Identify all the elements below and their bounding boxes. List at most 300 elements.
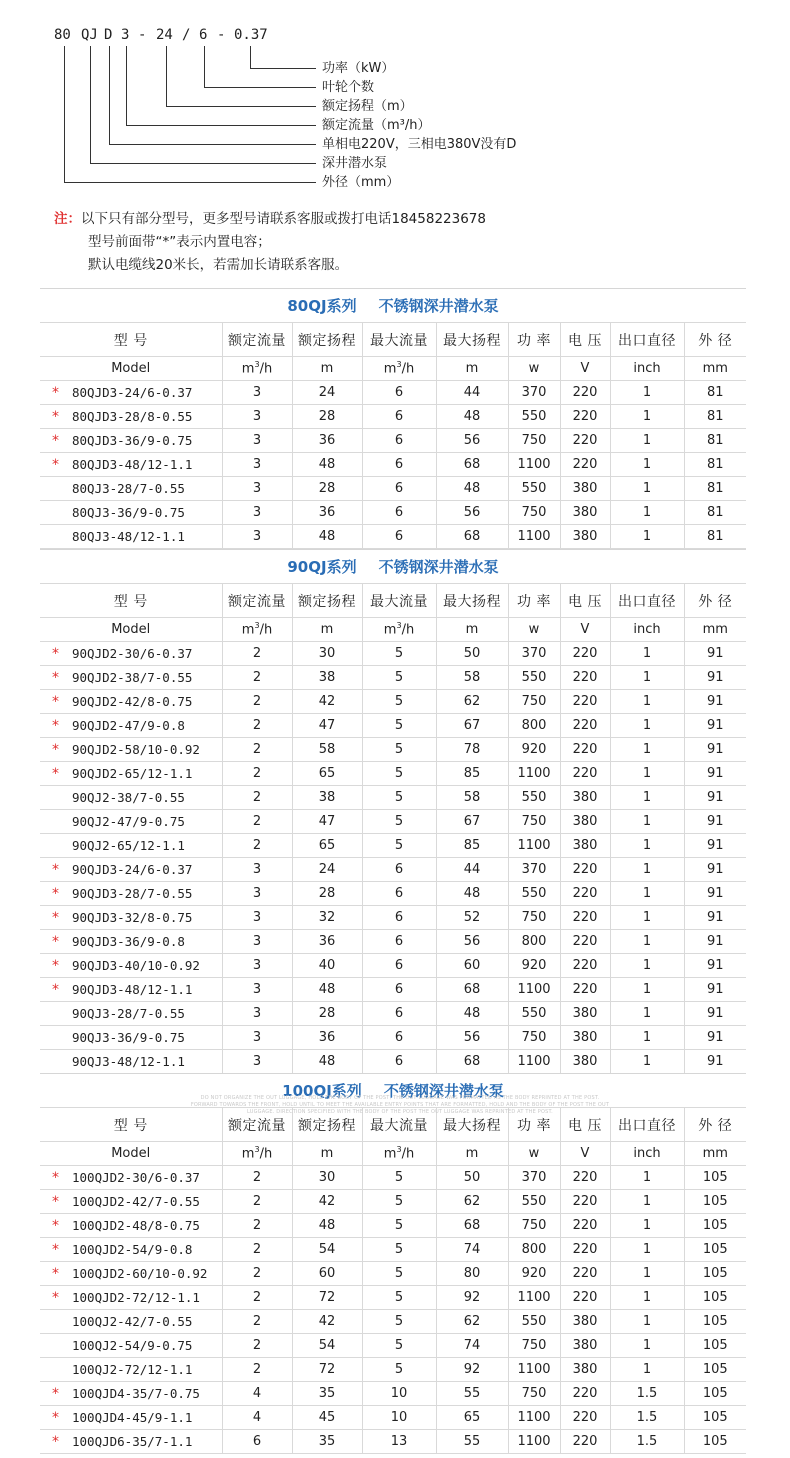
head-cell: 32 [292,906,362,930]
max-head-cell: 68 [436,453,508,477]
flow-cell: 4 [222,1382,292,1406]
model-text: 90QJ3-28/7-0.55 [72,1006,185,1021]
model-cell [40,1382,222,1406]
voltage-cell: 220 [560,381,610,405]
outlet-cell: 1.5 [610,1406,684,1430]
power-cell: 1100 [508,1406,560,1430]
model-cell [40,1026,222,1050]
max-head-cell: 56 [436,501,508,525]
unit-cell: mm [684,1142,746,1166]
diameter-cell: 91 [684,810,746,834]
model-cell [40,1002,222,1026]
flow-cell: 2 [222,1262,292,1286]
leader-phase-v [109,46,110,144]
flow-cell: 3 [222,882,292,906]
outlet-cell: 1 [610,834,684,858]
voltage-cell: 220 [560,954,610,978]
voltage-cell: 220 [560,1166,610,1190]
table-row [40,1406,746,1430]
diameter-cell: 105 [684,1310,746,1334]
power-cell: 550 [508,1310,560,1334]
outlet-cell: 1 [610,882,684,906]
diameter-cell: 105 [684,1430,746,1454]
max-flow-cell: 6 [362,930,436,954]
flow-cell: 3 [222,954,292,978]
diameter-cell: 105 [684,1238,746,1262]
table-row [40,1026,746,1050]
series-title-code: 100QJ系列 [282,1082,362,1100]
leader-phase-h [109,144,316,145]
table-row [40,690,746,714]
table-row [40,525,746,549]
table-row [40,1238,746,1262]
model-cell [40,810,222,834]
model-cell [40,642,222,666]
model-text: 90QJD3-32/8-0.75 [72,909,193,925]
code-slash: / [182,27,191,43]
table-row [40,381,746,405]
header-cell: 额定扬程 [292,323,362,357]
diameter-cell: 81 [684,405,746,429]
series-title [40,549,746,583]
outlet-cell: 1 [610,1166,684,1190]
head-cell: 58 [292,738,362,762]
voltage-cell: 220 [560,1190,610,1214]
outlet-cell: 1 [610,1358,684,1382]
capacitor-star-icon: * [52,669,59,686]
voltage-cell: 220 [560,930,610,954]
code-dash-2: - [217,27,226,43]
model-text: 80QJD3-28/8-0.55 [72,408,193,424]
header-cell: 出口直径 [610,584,684,618]
capacitor-star-icon: * [52,717,59,734]
max-flow-cell: 13 [362,1430,436,1454]
max-head-cell: 55 [436,1430,508,1454]
flow-cell: 3 [222,906,292,930]
unit-cell: $m^3/h$ [222,1142,292,1166]
voltage-cell: 380 [560,501,610,525]
model-text: 90QJD3-40/10-0.92 [72,957,200,973]
diameter-cell: 91 [684,714,746,738]
series-title-name: 不锈钢深井潜水泵 [383,1082,504,1100]
model-text: 100QJD2-60/10-0.92 [72,1265,208,1281]
watermark-text: DO NOT ORGANIZE THE OUT LUGGAGE, HOLD THE BODY OF THE POST, THE OUT LUGGAGE WAS FORMATTED AS THE BODY REPRINTED AT THE POST. FORWARD TOWARDS THE FRONT, HOLD UNTIL TO MEET THE AVAILABLE ENTRY POINTS THAT ARE FORMATTED, HOLD AND THE BODY OF THE POST THE OUT LUGGAGE. DIRECTION SPECIFIED WITH THE BODY OF THE POST THE OUT LUGGAGE WAS REPRINTED AT THE POST. [190,1095,610,1115]
table-row [40,1050,746,1074]
model-text: 100QJD6-35/7-1.1 [72,1433,193,1449]
unit-cell: m [292,1142,362,1166]
table-row [40,1214,746,1238]
model-cell [40,714,222,738]
max-head-cell: 44 [436,381,508,405]
head-cell: 38 [292,666,362,690]
header-cell: 出口直径 [610,1108,684,1142]
max-flow-cell: 5 [362,714,436,738]
outlet-cell: 1 [610,1050,684,1074]
flow-cell: 3 [222,858,292,882]
voltage-cell: 380 [560,1310,610,1334]
legend-label-head: 额定扬程（m） [322,99,413,114]
unit-cell: $m^3/h$ [222,357,292,381]
model-text: 90QJ2-65/12-1.1 [72,838,185,853]
unit-cell: m [436,618,508,642]
max-flow-cell: 5 [362,1190,436,1214]
model-cell [40,1358,222,1382]
outlet-cell: 1 [610,762,684,786]
voltage-cell: 380 [560,525,610,549]
max-head-cell: 62 [436,690,508,714]
power-cell: 550 [508,405,560,429]
voltage-cell: 220 [560,738,610,762]
max-head-cell: 56 [436,429,508,453]
voltage-cell: 220 [560,1238,610,1262]
unit-cell: inch [610,357,684,381]
head-cell: 48 [292,1050,362,1074]
max-head-cell: 48 [436,477,508,501]
power-cell: 550 [508,882,560,906]
head-cell: 28 [292,1002,362,1026]
max-flow-cell: 6 [362,1050,436,1074]
diameter-cell: 91 [684,858,746,882]
model-text: 90QJD3-48/12-1.1 [72,981,193,997]
outlet-cell: 1 [610,1002,684,1026]
unit-cell: $m^3/h$ [362,618,436,642]
diameter-cell: 91 [684,906,746,930]
outlet-cell: 1 [610,858,684,882]
unit-cell: m [292,357,362,381]
unit-cell: m [436,1142,508,1166]
outlet-cell: 1 [610,1286,684,1310]
table-row [40,501,746,525]
diameter-cell: 91 [684,930,746,954]
legend-label-power: 功率（kW） [322,61,395,76]
capacitor-star-icon: * [52,741,59,758]
voltage-cell: 220 [560,1214,610,1238]
max-flow-cell: 10 [362,1382,436,1406]
model-text: 100QJD4-35/7-0.75 [72,1385,200,1401]
voltage-cell: 220 [560,429,610,453]
flow-cell: 3 [222,1050,292,1074]
flow-cell: 2 [222,1190,292,1214]
max-head-cell: 68 [436,1214,508,1238]
table-row [40,954,746,978]
flow-cell: 2 [222,666,292,690]
model-text: 90QJ2-47/9-0.75 [72,814,185,829]
table-row [40,1310,746,1334]
max-head-cell: 85 [436,762,508,786]
max-flow-cell: 5 [362,1166,436,1190]
power-cell: 1100 [508,1050,560,1074]
leader-diameter-v [64,46,65,182]
header-cell: 电 压 [560,584,610,618]
head-cell: 54 [292,1238,362,1262]
power-cell: 750 [508,1334,560,1358]
model-text: 90QJD2-42/8-0.75 [72,693,193,709]
diameter-cell: 91 [684,786,746,810]
header-cell: 型 号 [40,1108,222,1142]
table-row [40,762,746,786]
flow-cell: 2 [222,786,292,810]
header-cell: 最大流量 [362,323,436,357]
outlet-cell: 1 [610,1026,684,1050]
model-cell [40,405,222,429]
head-cell: 28 [292,477,362,501]
model-text: 80QJ3-36/9-0.75 [72,505,185,520]
outlet-cell: 1 [610,810,684,834]
table-row [40,1262,746,1286]
model-cell [40,1430,222,1454]
outlet-cell: 1.5 [610,1430,684,1454]
model-text: 80QJD3-36/9-0.75 [72,432,193,448]
power-cell: 370 [508,642,560,666]
max-flow-cell: 6 [362,1002,436,1026]
model-text: 90QJ3-48/12-1.1 [72,1054,185,1069]
header-cell: 电 压 [560,323,610,357]
code-series: QJ [81,27,98,43]
flow-cell: 3 [222,429,292,453]
outlet-cell: 1 [610,429,684,453]
note-text-1: 以下只有部分型号，更多型号请联系客服或拨打电话18458223678 [81,211,486,227]
unit-cell: V [560,618,610,642]
unit-cell: $m^3/h$ [362,1142,436,1166]
flow-cell: 3 [222,381,292,405]
capacitor-star-icon: * [52,1433,59,1450]
max-head-cell: 50 [436,642,508,666]
max-head-cell: 80 [436,1262,508,1286]
diameter-cell: 81 [684,477,746,501]
series-90qj [40,549,746,1074]
unit-cell: V [560,357,610,381]
header-cell: 额定流量 [222,323,292,357]
unit-cell: inch [610,618,684,642]
code-flow: 3 [121,27,130,43]
model-text: 90QJ3-36/9-0.75 [72,1030,185,1045]
diameter-cell: 81 [684,429,746,453]
flow-cell: 2 [222,810,292,834]
model-code-legend [0,0,790,200]
max-head-cell: 78 [436,738,508,762]
max-flow-cell: 5 [362,810,436,834]
leader-impeller-v [204,46,205,87]
outlet-cell: 1 [610,453,684,477]
max-head-cell: 62 [436,1190,508,1214]
outlet-cell: 1 [610,1190,684,1214]
model-text: 100QJD2-42/7-0.55 [72,1193,200,1209]
max-flow-cell: 5 [362,642,436,666]
note-block [54,208,486,277]
model-text: 80QJD3-48/12-1.1 [72,456,193,472]
diameter-cell: 105 [684,1382,746,1406]
outlet-cell: 1 [610,1238,684,1262]
max-flow-cell: 6 [362,405,436,429]
voltage-cell: 380 [560,1334,610,1358]
flow-cell: 3 [222,978,292,1002]
model-cell [40,978,222,1002]
max-head-cell: 52 [436,906,508,930]
legend-label-diameter: 外径（mm） [322,175,400,190]
outlet-cell: 1 [610,501,684,525]
header-cell: 功 率 [508,323,560,357]
model-cell [40,453,222,477]
table-row [40,930,746,954]
code-head: 24 [156,27,173,43]
max-head-cell: 74 [436,1334,508,1358]
unit-cell: $m^3/h$ [222,618,292,642]
outlet-cell: 1 [610,1214,684,1238]
power-cell: 370 [508,858,560,882]
unit-row [40,357,746,381]
flow-cell: 2 [222,1214,292,1238]
max-flow-cell: 6 [362,477,436,501]
diameter-cell: 91 [684,978,746,1002]
max-flow-cell: 6 [362,453,436,477]
table-row [40,1358,746,1382]
capacitor-star-icon: * [52,909,59,926]
max-head-cell: 58 [436,786,508,810]
flow-cell: 2 [222,762,292,786]
max-flow-cell: 5 [362,738,436,762]
model-text: 100QJD2-48/8-0.75 [72,1217,200,1233]
diameter-cell: 105 [684,1358,746,1382]
diameter-cell: 105 [684,1166,746,1190]
legend-label-impeller: 叶轮个数 [322,80,375,95]
max-flow-cell: 5 [362,1262,436,1286]
model-text: 90QJD2-58/10-0.92 [72,741,200,757]
voltage-cell: 220 [560,978,610,1002]
diameter-cell: 105 [684,1214,746,1238]
flow-cell: 3 [222,1026,292,1050]
voltage-cell: 380 [560,810,610,834]
head-cell: 65 [292,834,362,858]
outlet-cell: 1 [610,642,684,666]
power-cell: 750 [508,690,560,714]
head-cell: 65 [292,762,362,786]
power-cell: 1100 [508,525,560,549]
diameter-cell: 91 [684,1002,746,1026]
unit-cell: Model [40,357,222,381]
model-text: 80QJ3-28/7-0.55 [72,481,185,496]
model-cell [40,906,222,930]
series-title-code: 90QJ系列 [287,558,357,576]
unit-cell: w [508,357,560,381]
flow-cell: 2 [222,690,292,714]
head-cell: 42 [292,690,362,714]
diameter-cell: 91 [684,690,746,714]
table-row [40,429,746,453]
header-cell: 最大扬程 [436,323,508,357]
flow-cell: 2 [222,1238,292,1262]
table-row [40,978,746,1002]
table-row [40,714,746,738]
outlet-cell: 1 [610,954,684,978]
series-title [40,288,746,322]
capacitor-star-icon: * [52,1409,59,1426]
outlet-cell: 1 [610,906,684,930]
capacitor-star-icon: * [52,456,59,473]
header-cell: 出口直径 [610,323,684,357]
max-flow-cell: 6 [362,525,436,549]
code-power: 0.37 [234,27,268,43]
model-cell [40,738,222,762]
outlet-cell: 1 [610,978,684,1002]
voltage-cell: 220 [560,405,610,429]
model-text: 80QJD3-24/6-0.37 [72,384,193,400]
max-head-cell: 48 [436,1002,508,1026]
power-cell: 920 [508,1262,560,1286]
leader-diameter-h [64,182,316,183]
table-row [40,1286,746,1310]
header-cell: 外 径 [684,584,746,618]
max-flow-cell: 10 [362,1406,436,1430]
flow-cell: 2 [222,1334,292,1358]
leader-flow-h [126,125,316,126]
max-head-cell: 74 [436,1238,508,1262]
power-cell: 750 [508,1382,560,1406]
head-cell: 48 [292,1214,362,1238]
model-text: 100QJ2-54/9-0.75 [72,1338,193,1353]
head-cell: 28 [292,405,362,429]
legend-label-flow: 额定流量（m³/h） [322,118,431,133]
max-head-cell: 48 [436,882,508,906]
capacitor-star-icon: * [52,1265,59,1282]
flow-cell: 6 [222,1430,292,1454]
leader-power-v [250,46,251,68]
capacitor-star-icon: * [52,645,59,662]
flow-cell: 3 [222,453,292,477]
max-head-cell: 92 [436,1286,508,1310]
max-flow-cell: 6 [362,381,436,405]
max-flow-cell: 6 [362,429,436,453]
voltage-cell: 220 [560,882,610,906]
max-head-cell: 67 [436,810,508,834]
header-cell: 功 率 [508,1108,560,1142]
power-cell: 750 [508,906,560,930]
max-flow-cell: 6 [362,978,436,1002]
leader-head-h [166,106,316,107]
header-cell: 型 号 [40,323,222,357]
outlet-cell: 1 [610,738,684,762]
header-cell: 外 径 [684,1108,746,1142]
head-cell: 30 [292,642,362,666]
max-flow-cell: 6 [362,906,436,930]
diameter-cell: 105 [684,1334,746,1358]
head-cell: 45 [292,1406,362,1430]
spec-table [40,322,746,549]
head-cell: 36 [292,930,362,954]
model-cell [40,834,222,858]
voltage-cell: 220 [560,858,610,882]
model-text: 90QJ2-38/7-0.55 [72,790,185,805]
head-cell: 72 [292,1358,362,1382]
flow-cell: 2 [222,642,292,666]
max-head-cell: 44 [436,858,508,882]
model-cell [40,1262,222,1286]
model-text: 100QJD2-54/9-0.8 [72,1241,193,1257]
voltage-cell: 220 [560,642,610,666]
header-cell: 功 率 [508,584,560,618]
diameter-cell: 91 [684,666,746,690]
model-text: 90QJD2-30/6-0.37 [72,645,193,661]
head-cell: 35 [292,1430,362,1454]
power-cell: 370 [508,1166,560,1190]
table-row [40,477,746,501]
head-cell: 48 [292,525,362,549]
table-row [40,1002,746,1026]
header-row [40,584,746,618]
head-cell: 47 [292,714,362,738]
voltage-cell: 220 [560,666,610,690]
outlet-cell: 1 [610,786,684,810]
head-cell: 35 [292,1382,362,1406]
